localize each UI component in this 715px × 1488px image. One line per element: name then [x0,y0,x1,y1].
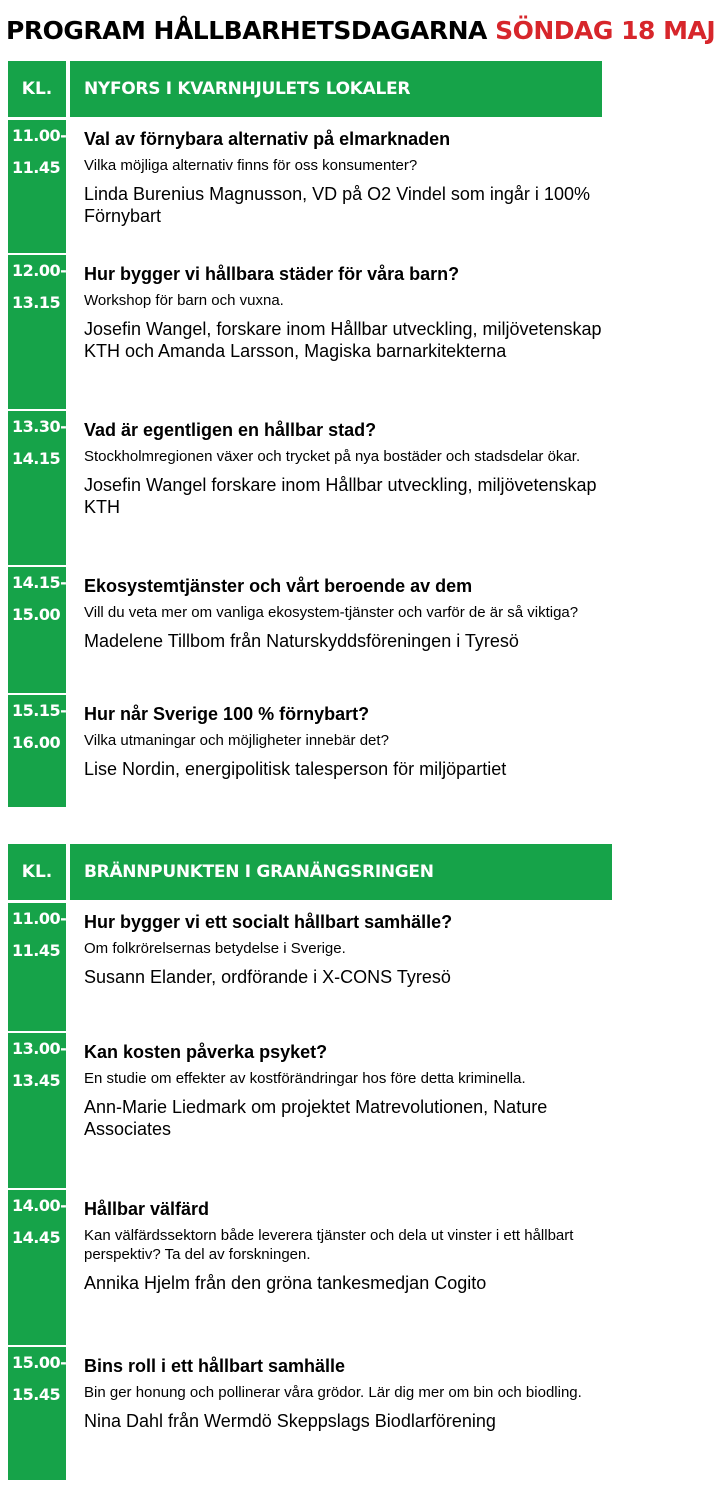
session-description: Vill du veta mer om vanliga ekosystem-tjänster och varför de är så viktiga? [84,604,579,621]
session-description: Kan välfärdssektorn både leverera tjänster och dela ut vinster i ett hållbart perspektiv? Ta del av forskningen. [84,1227,574,1263]
session-speaker: Susann Elander, ordförande i X-CONS Tyresö [84,967,451,987]
venue-title: NYFORS I KVARNHJULETS LOKALER [70,61,602,117]
session-end: 15.45 [12,1385,61,1404]
session-description: Om folkrörelsernas betydelse i Sverige. [84,940,346,957]
page-title [6,16,715,45]
session-time [8,1190,66,1345]
session-start: 14.00- [12,1196,67,1215]
session-time [8,695,66,807]
session-end: 14.45 [12,1228,61,1247]
section-header-brannpunkten [8,844,612,900]
session-title: Bins roll i ett hållbart samhälle [84,1356,346,1376]
session-time [8,567,66,693]
session-end: 11.45 [12,158,61,177]
session-start: 13.00- [12,1039,67,1058]
session-description: Bin ger honung och pollinerar våra grödor. Lär dig mer om bin och biodling. [84,1384,582,1401]
session-speaker: Nina Dahl från Wermdö Skeppslags Biodlarförening [84,1411,496,1431]
session-start: 15.00- [12,1353,67,1372]
session-end: 14.15 [12,449,61,468]
session-time [8,411,66,565]
session-start: 14.15- [12,573,67,592]
session-speaker: Madelene Tillbom från Naturskyddsföreningen i Tyresö [84,631,519,651]
session-title: Hur bygger vi hållbara städer för våra barn? [84,264,460,284]
session-description: En studie om effekter av kostförändringar hos före detta kriminella. [84,1070,526,1087]
session-speaker: Linda Burenius Magnusson, VD på O2 Vindel som ingår i 100% Förnybart [84,184,590,226]
session-description: Vilka utmaningar och möjligheter innebär det? [84,732,389,749]
session-title: Hållbar välfärd [84,1199,210,1219]
section-header-nyfors [8,61,602,117]
session-speaker: Annika Hjelm från den gröna tankesmedjan Cogito [84,1273,487,1293]
time-column-header: KL. [8,61,66,117]
session-start: 11.00- [12,126,67,145]
session-start: 12.00- [12,261,67,280]
session-title: Hur når Sverige 100 % förnybart? [84,704,370,724]
session-end: 13.45 [12,1071,61,1090]
session-speaker: Lise Nordin, energipolitisk talesperson för miljöpartiet [84,759,507,779]
session-end: 13.15 [12,293,61,312]
session-time [8,120,66,253]
session-speaker: Ann-Marie Liedmark om projektet Matrevolutionen, Nature Associates [84,1097,548,1139]
session-time [8,255,66,409]
session-end: 16.00 [12,733,61,752]
program-title: PROGRAM HÅLLBARHETSDAGARNA [6,16,487,45]
venue-title: BRÄNNPUNKTEN I GRANÄNGSRINGEN [70,844,612,900]
session-description: Stockholmregionen växer och trycket på nya bostäder och stadsdelar ökar. [84,448,581,465]
session-end: 15.00 [12,605,61,624]
session-description: Vilka möjliga alternativ finns för oss konsumenter? [84,157,418,174]
session-title: Hur bygger vi ett socialt hållbart samhälle? [84,912,453,932]
session-start: 15.15- [12,701,67,720]
session-speaker: Josefin Wangel, forskare inom Hållbar utveckling, miljövetenskap KTH och Amanda Larsson, Magiska barnarkitekterna [84,319,602,361]
session-start: 13.30- [12,417,67,436]
session-title: Kan kosten påverka psyket? [84,1042,328,1062]
session-start: 11.00- [12,909,67,928]
session-title: Val av förnybara alternativ på elmarknaden [84,129,451,149]
session-time [8,903,66,1031]
session-title: Vad är egentligen en hållbar stad? [84,420,377,440]
program-date: SÖNDAG 18 MAJ [495,16,715,45]
session-time [8,1347,66,1480]
time-column-header: KL. [8,844,66,900]
session-end: 11.45 [12,941,61,960]
session-title: Ekosystemtjänster och vårt beroende av dem [84,576,473,596]
session-speaker: Josefin Wangel forskare inom Hållbar utveckling, miljövetenskap KTH [84,475,597,517]
session-time [8,1033,66,1188]
session-description: Workshop för barn och vuxna. [84,292,284,309]
